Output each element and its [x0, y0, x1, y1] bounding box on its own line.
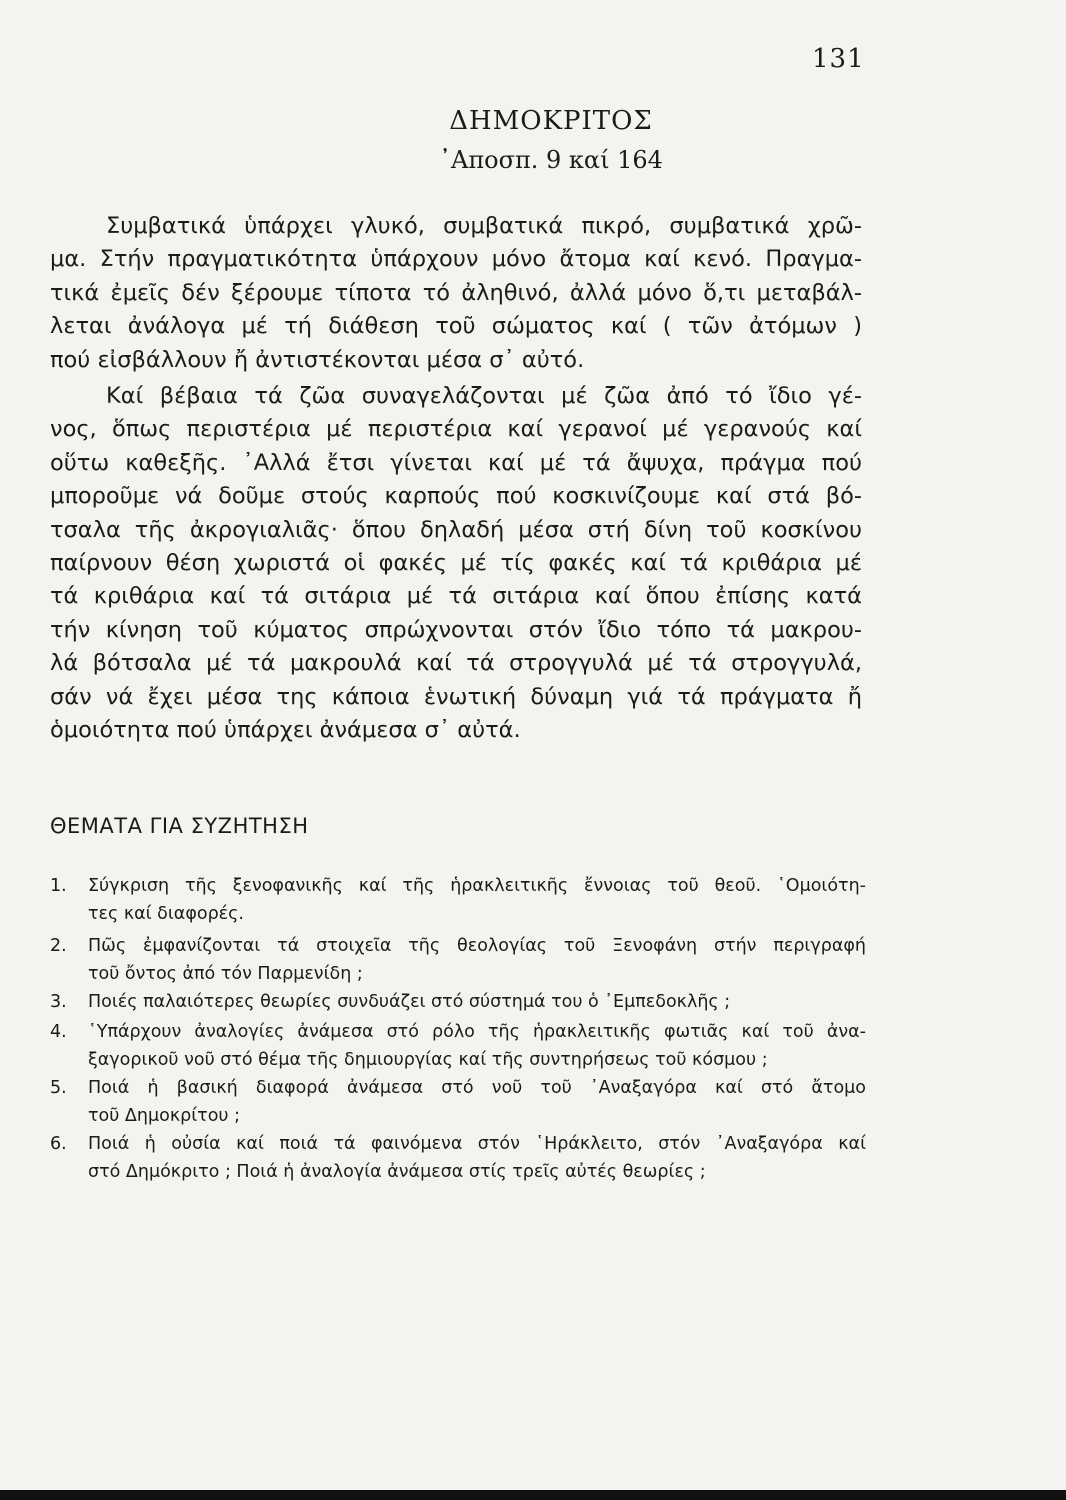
item-line: τες καί διαφορές. — [88, 904, 244, 924]
item-number: 3. — [50, 992, 67, 1012]
text-line: τικά ἐμεῖς δέν ξέρουμε τίποτα τό ἀληθινό, ἀλλά μόνο ὅ,τι μεταβάλ- — [50, 279, 862, 306]
discussion-heading: ΘΕΜΑΤΑ ΓΙΑ ΣΥΖΗΤΗΣΗ — [50, 814, 309, 838]
paragraph-2 — [50, 380, 862, 747]
text-line: οὕτω καθεξῆς. ᾿Αλλά ἔτσι γίνεται καί μέ τά ἄψυχα, πράγμα πού — [50, 449, 862, 476]
page-number: 131 — [812, 44, 865, 74]
text-line: λεται ἀνάλογα μέ τή διάθεση τοῦ σώματος καί ( τῶν ἀτόμων ) — [50, 313, 862, 340]
item-number: 1. — [50, 876, 67, 896]
chapter-title: ΔΗΜΟΚΡΙΤΟΣ — [449, 106, 653, 136]
item-line: Ποιές παλαιότερες θεωρίες συνδυάζει στό σύστημά του ὁ ᾿Εμπεδοκλῆς ; — [88, 992, 731, 1012]
item-line: τοῦ ὄντος ἀπό τόν Παρμενίδη ; — [88, 964, 363, 984]
scan-edge-bar — [0, 1490, 1066, 1500]
text-line: πού εἰσβάλλουν ἤ ἀντιστέκονται μέσα σ᾿ αὐτό. — [50, 346, 585, 373]
text-line: σάν νά ἔχει μέσα της κάποια ἑνωτική δύναμη γιά τά πράγματα ἤ — [50, 683, 862, 710]
item-line: στό Δημόκριτο ; Ποιά ἡ ἀναλογία ἀνάμεσα στίς τρεῖς αὐτές θεωρίες ; — [88, 1162, 706, 1182]
text-line: τήν κίνηση τοῦ κύματος σπρώχνονται στόν ἴδιο τόπο τά μακρου- — [50, 616, 862, 643]
text-line: τσαλα τῆς ἀκρογιαλιᾶς· ὅπου δηλαδή μέσα στή δίνη τοῦ κοσκίνου — [50, 516, 862, 543]
item-number: 5. — [50, 1078, 67, 1098]
text-line: μποροῦμε νά δοῦμε στούς καρπούς πού κοσκινίζουμε καί στά βό- — [50, 483, 862, 510]
text-line: λά βότσαλα μέ τά μακρουλά καί τά στρογγυλά μέ τά στρογγυλά, — [50, 650, 862, 677]
item-line: Πῶς ἐμφανίζονται τά στοιχεῖα τῆς θεολογίας τοῦ Ξενοφάνη στήν περιγραφή — [88, 936, 866, 956]
item-number: 2. — [50, 936, 67, 956]
item-line: ξαγορικοῦ νοῦ στό θέμα τῆς δημιουργίας καί τῆς συντηρήσεως τοῦ κόσμου ; — [88, 1050, 768, 1070]
text-line: νος, ὅπως περιστέρια μέ περιστέρια καί γερανοί μέ γερανούς καί — [50, 416, 862, 443]
item-line: Ποιά ἡ βασική διαφορά ἀνάμεσα στό νοῦ τοῦ ᾿Αναξαγόρα καί στό ἄτομο — [88, 1078, 866, 1098]
item-line: Σύγκριση τῆς ξενοφανικῆς καί τῆς ἡρακλειτικῆς ἔννοιας τοῦ θεοῦ. ῾Ομοιότη- — [88, 876, 866, 896]
text-line: παίρνουν θέση χωριστά οἱ φακές μέ τίς φακές καί τά κριθάρια μέ — [50, 550, 862, 577]
item-line: τοῦ Δημοκρίτου ; — [88, 1106, 241, 1126]
item-line: Ποιά ἡ οὐσία καί ποιά τά φαινόμενα στόν ῾Ηράκλειτο, στόν ᾿Αναξαγόρα καί — [88, 1134, 866, 1154]
text-line: μα. Στήν πραγματικότητα ὑπάρχουν μόνο ἄτομα καί κενό. Πραγμα- — [50, 246, 862, 273]
text-line: τά κριθάρια καί τά σιτάρια μέ τά σιτάρια καί ὅπου ἐπίσης κατά — [50, 583, 862, 610]
paragraph-1 — [50, 210, 862, 377]
item-number: 6. — [50, 1134, 67, 1154]
text-line: Καί βέβαια τά ζῶα συναγελάζονται μέ ζῶα ἀπό τό ἴδιο γέ- — [106, 383, 862, 409]
item-line: ῾Υπάρχουν ἀναλογίες ἀνάμεσα στό ρόλο τῆς ἡρακλειτικῆς φωτιᾶς καί τοῦ ἀνα- — [88, 1022, 866, 1042]
item-number: 4. — [50, 1022, 67, 1042]
fragment-reference: ᾿Αποσπ. 9 καί 164 — [439, 146, 663, 174]
text-line: ὁμοιότητα πού ὑπάρχει ἀνάμεσα σ᾿ αὐτά. — [50, 717, 521, 744]
text-line: Συμβατικά ὑπάρχει γλυκό, συμβατικά πικρό, συμβατικά χρῶ- — [106, 213, 862, 239]
